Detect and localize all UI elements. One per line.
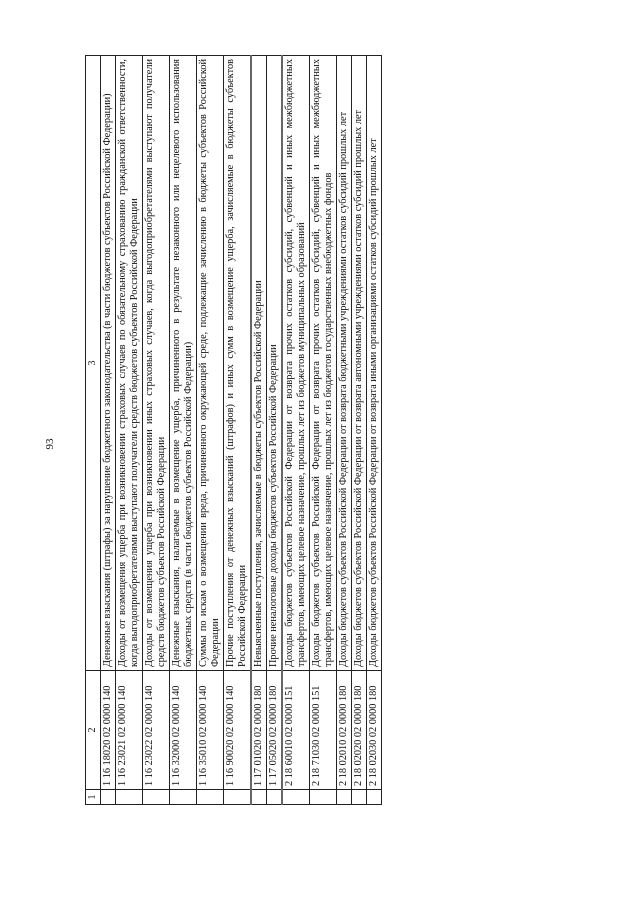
row-col-1 [282, 790, 310, 805]
row-col-1 [352, 790, 367, 805]
row-col-1 [367, 790, 382, 805]
revenue-description: Доходы бюджетов субъектов Российской Федерации от возврата бюджетными учреждениями остатков субсидий прошлых лет [337, 56, 352, 671]
revenue-code: 1 17 01020 02 0000 180 [251, 671, 267, 790]
row-col-1 [170, 790, 197, 805]
table-row [282, 56, 310, 805]
revenue-description: Прочие поступления от денежных взысканий (штрафов) и иных сумм в возмещение ущерба, зачисляемые в бюджеты субъектов Российской Федерации [224, 56, 252, 671]
table-row [251, 56, 267, 805]
revenue-code: 1 16 90020 02 0000 140 [224, 671, 252, 790]
table-row [352, 56, 367, 805]
row-col-1 [337, 790, 352, 805]
revenue-code: 1 16 23021 02 0000 140 [116, 671, 143, 790]
revenue-code: 1 16 23022 02 0000 140 [143, 671, 170, 790]
revenue-description: Невыясненные поступления, зачисляемые в бюджеты субъектов Российской Федерации [251, 56, 267, 671]
rotated-table-container [85, 55, 540, 805]
table-row [224, 56, 252, 805]
revenue-code: 2 18 02020 02 0000 180 [352, 671, 367, 790]
revenue-code: 1 16 35010 02 0000 140 [197, 671, 224, 790]
table-row [170, 56, 197, 805]
revenue-description: Денежные взыскания (штрафы) за нарушение бюджетного законодательства (в части бюджетов субъектов Российской Федерации) [101, 56, 116, 671]
table-row [310, 56, 337, 805]
row-col-1 [116, 790, 143, 805]
row-col-1 [101, 790, 116, 805]
table-row [267, 56, 283, 805]
revenue-code: 2 18 71030 02 0000 151 [310, 671, 337, 790]
table-header-row [86, 56, 101, 805]
row-col-1 [310, 790, 337, 805]
revenue-code: 2 18 02010 02 0000 180 [337, 671, 352, 790]
revenue-description: Денежные взыскания, налагаемые в возмещение ущерба, причиненного в результате незаконного или нецелевого использования бюджетных средств (в части бюджетов субъектов Российской Федерации) [170, 56, 197, 671]
row-col-1 [251, 790, 267, 805]
table-row [116, 56, 143, 805]
revenue-code: 1 16 18020 02 0000 140 [101, 671, 116, 790]
revenue-description: Доходы бюджетов субъектов Российской Федерации от возврата иными организациями остатков субсидий прошлых лет [367, 56, 382, 671]
table-row [197, 56, 224, 805]
header-col-1: 1 [86, 790, 101, 805]
revenue-description: Суммы по искам о возмещении вреда, причиненного окружающей среде, подлежащие зачислению в бюджеты субъектов Российской Федерации [197, 56, 224, 671]
revenue-code: 2 18 60010 02 0000 151 [282, 671, 310, 790]
revenue-codes-table [85, 55, 382, 805]
table-row [101, 56, 116, 805]
table-row [337, 56, 352, 805]
row-col-1 [143, 790, 170, 805]
revenue-description: Доходы от возмещения ущерба при возникновении иных страховых случаев, когда выгодоприобретателями выступают получатели средств бюджетов субъектов Российской Федерации [143, 56, 170, 671]
row-col-1 [197, 790, 224, 805]
page-number: 93 [44, 438, 56, 450]
revenue-description: Доходы бюджетов субъектов Российской Федерации от возврата прочих остатков субсидий, субвенций и иных межбюджетных трансфертов, имеющих целевое назначение, прошлых лет из бюджетов государственных внебюджетных фондов [310, 56, 337, 671]
row-col-1 [224, 790, 252, 805]
header-col-3: 3 [86, 56, 101, 671]
revenue-description: Доходы от возмещения ущерба при возникновении страховых случаев по обязательному страхованию гражданской ответственности, когда выгодоприобретателями выступают получатели средств бюджетов субъектов Российской Федерации [116, 56, 143, 671]
revenue-code: 1 16 32000 02 0000 140 [170, 671, 197, 790]
table-row [143, 56, 170, 805]
revenue-code: 2 18 02030 02 0000 180 [367, 671, 382, 790]
table-row [367, 56, 382, 805]
row-col-1 [267, 790, 283, 805]
revenue-description: Прочие неналоговые доходы бюджетов субъектов Российской Федерации [267, 56, 283, 671]
revenue-description: Доходы бюджетов субъектов Российской Федерации от возврата прочих остатков субсидий, субвенций и иных межбюджетных трансфертов, имеющих целевое назначение, прошлых лет из бюджетов муниципальных образований [282, 56, 310, 671]
header-col-2: 2 [86, 671, 101, 790]
revenue-description: Доходы бюджетов субъектов Российской Федерации от возврата автономными учреждениями остатков субсидий прошлых лет [352, 56, 367, 671]
revenue-code: 1 17 05020 02 0000 180 [267, 671, 283, 790]
